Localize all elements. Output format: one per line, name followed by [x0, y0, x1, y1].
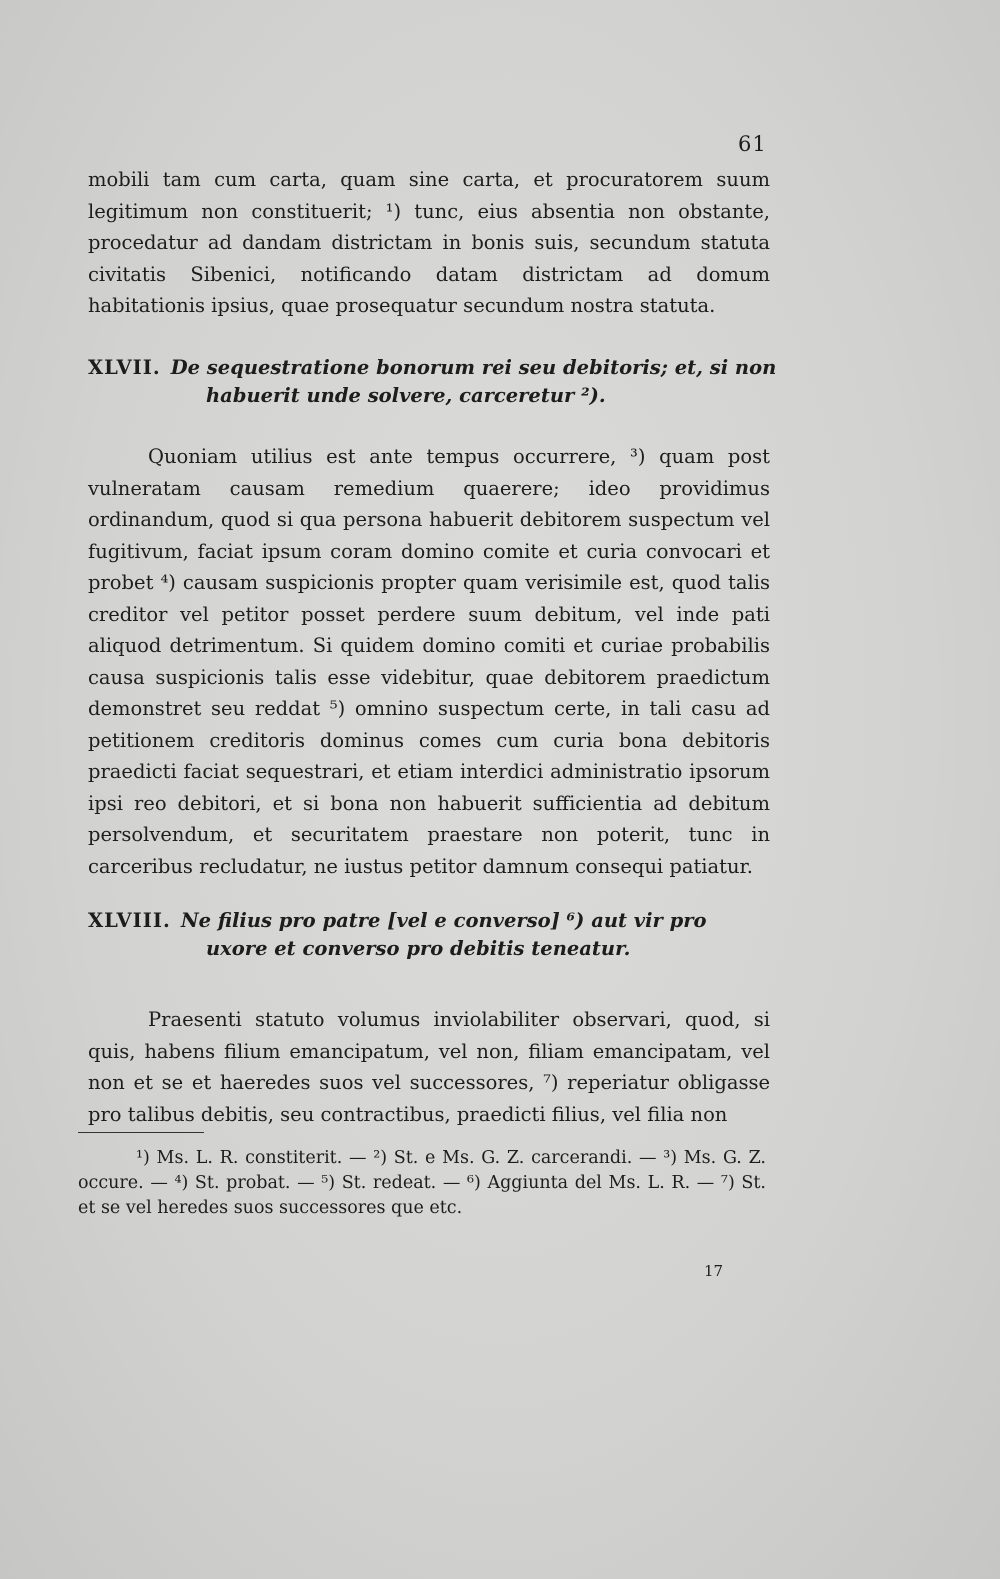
- section-number: XLVIII.: [88, 909, 171, 932]
- section-heading-xlvii: [88, 354, 778, 410]
- page-number: 61: [738, 132, 767, 156]
- footnotes: [78, 1146, 766, 1221]
- section-number: XLVII.: [88, 356, 161, 379]
- signature-mark: 17: [704, 1262, 724, 1280]
- section-title-line-1: Ne filius pro patre [vel e converso] ⁶) aut vir pro: [180, 909, 707, 932]
- paragraph-section-xlvii: Quoniam utilius est ante tempus occurrere, ³) quam post vulneratam causam remedium quaerere; ideo providimus ordinandum, quod si qua persona habuerit debitorem suspectum vel fugitivum, faciat ipsum coram domino comite et curia convocari et probet ⁴) causam suspicionis propter quam verisimile est, quod talis creditor vel petitor posset perdere suum debitum, vel inde pati aliquod detrimentum. Si quidem domino comiti et curiae probabilis causa suspicionis talis esse videbitur, quae debitorem praedictum demonstret seu reddat ⁵) omnino suspectum certe, in tali casu ad petitionem creditoris dominus comes cum curia bona debitoris praedicti faciat sequestrari, et etiam interdici administratio ipsorum ipsi reo debitori, et si bona non habuerit sufficientia ad debitum persolvendum, et securitatem praestare non poterit, tunc in carceribus recludatur, ne iustus petitor damnum consequi patiatur.: [88, 445, 770, 878]
- section-title-line-2: uxore et converso pro debitis teneatur.: [206, 937, 631, 960]
- footnote-divider: [78, 1132, 204, 1133]
- paragraph-section-xlviii: Praesenti statuto volumus inviolabiliter observari, quod, si quis, habens filium emancipatum, vel non, filiam emancipatam, vel non et se et haeredes suos vel successores, ⁷) reperiatur obligasse pro talibus debitis, seu contractibus, praedicti filius, vel filia non: [88, 1008, 770, 1126]
- paragraph-continuation: mobili tam cum carta, quam sine carta, et procuratorem suum legitimum non constituerit; ¹) tunc, eius absentia non obstante, procedatur ad dandam districtam in bonis suis, secundum statuta civitatis Sibenici, notificando datam districtam ad domum habitationis ipsius, quae prosequatur secundum nostra statuta.: [88, 168, 770, 317]
- section-title-line-2: habuerit unde solvere, carceretur ²).: [206, 384, 606, 407]
- footnote-line-3: ⁶) Aggiunta del Ms. L. R. — ⁷) St. et se vel heredes suos successores que etc.: [78, 1173, 766, 1218]
- section-heading-xlviii: [88, 907, 778, 963]
- footnote-line-2: — ³) Ms. G. Z. occure. — ⁴) St. probat. — ⁵) St. redeat. —: [78, 1148, 766, 1193]
- footnote-line-1: ¹) Ms. L. R. constiterit. — ²) St. e Ms. G. Z. carcerandi.: [136, 1148, 633, 1168]
- section-title-line-1: De sequestratione bonorum rei seu debitoris; et, si non: [170, 356, 777, 379]
